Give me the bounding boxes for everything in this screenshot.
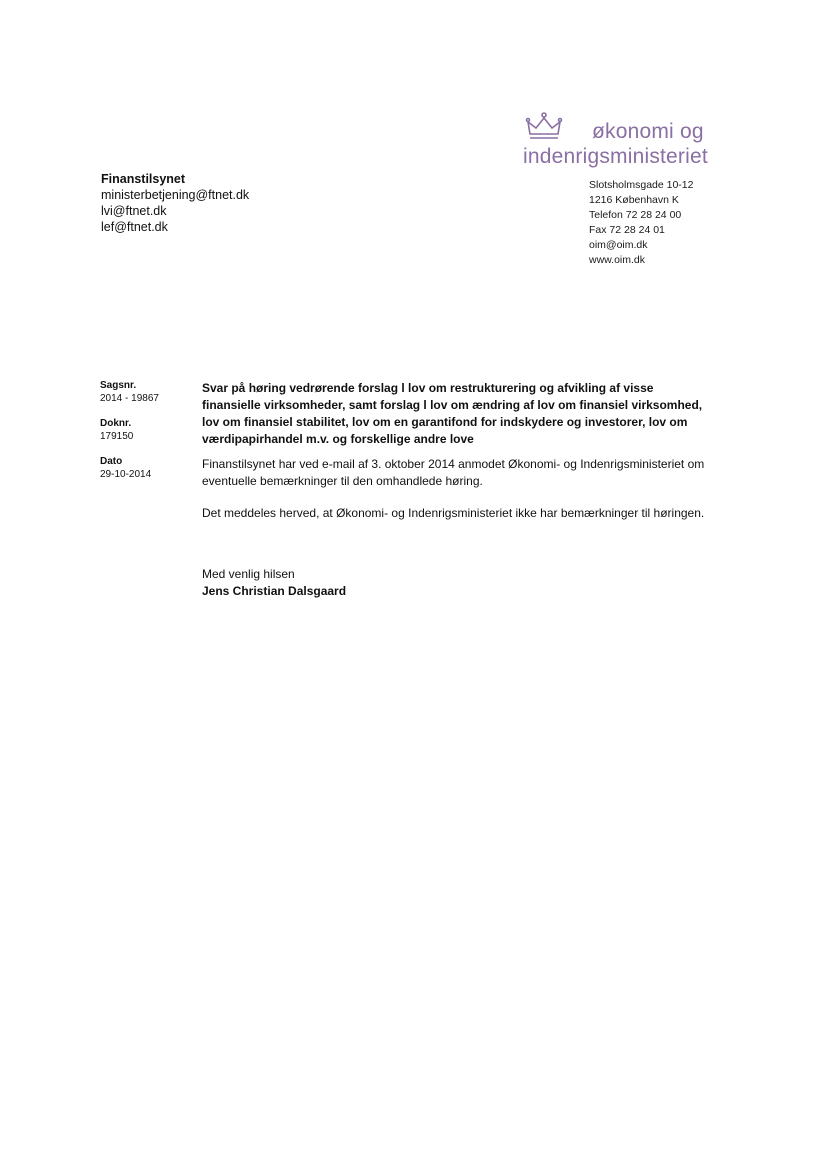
- case-number: [100, 379, 159, 405]
- ministry-logo: [520, 110, 720, 170]
- contact-address: Slotsholmsgade 10-12: [589, 179, 694, 191]
- closing-block: [202, 566, 712, 600]
- case-number-label: Sagsnr.: [100, 380, 137, 391]
- document-number-label: Doknr.: [100, 418, 132, 429]
- recipient-email[interactable]: lef@ftnet.dk: [101, 220, 168, 234]
- sender-contact-block: [589, 178, 693, 268]
- letter-body: [202, 380, 712, 600]
- document-number-value: 179150: [100, 431, 134, 442]
- contact-city: 1216 København K: [589, 194, 679, 206]
- case-number-value: 2014 - 19867: [100, 393, 159, 404]
- body-paragraph: Det meddeles herved, at Økonomi- og Indenrigsministeriet ikke har bemærkninger til høringen.: [202, 506, 705, 520]
- recipient-block: [101, 171, 249, 235]
- contact-email[interactable]: oim@oim.dk: [589, 239, 648, 251]
- document-number: [100, 417, 159, 443]
- date: [100, 455, 159, 481]
- crown-icon: [524, 110, 564, 142]
- signature-name: Jens Christian Dalsgaard: [202, 584, 347, 598]
- date-value: 29-10-2014: [100, 469, 152, 480]
- contact-phone: Telefon 72 28 24 00: [589, 209, 682, 221]
- date-label: Dato: [100, 456, 123, 467]
- recipient-name: Finanstilsynet: [101, 172, 186, 186]
- subject-heading: Svar på høring vedrørende forslag l lov om restrukturering og afvikling af visse finansielle virksomheder, samt forslag l lov om ændring af lov om finansiel virksomhed, lov om finansiel stabilitet, lov om en garantifond for indskydere og investorer, lov om værdipapirhandel m.v. og forskellige andre love: [202, 381, 703, 446]
- logo-text-line1: økonomi og: [592, 120, 704, 143]
- body-paragraph: Finanstilsynet har ved e-mail af 3. oktober 2014 anmodet Økonomi- og Indenrigsministeriet om eventuelle bemærkninger til den omhandlede høring.: [202, 457, 705, 488]
- recipient-email[interactable]: ministerbetjening@ftnet.dk: [101, 188, 250, 202]
- contact-fax: Fax 72 28 24 01: [589, 224, 665, 236]
- case-metadata: [100, 379, 159, 493]
- logo-text-line2: indenrigsministeriet: [523, 145, 708, 168]
- greeting: Med venlig hilsen: [202, 567, 295, 581]
- contact-website[interactable]: www.oim.dk: [589, 254, 646, 266]
- recipient-email[interactable]: lvi@ftnet.dk: [101, 204, 167, 218]
